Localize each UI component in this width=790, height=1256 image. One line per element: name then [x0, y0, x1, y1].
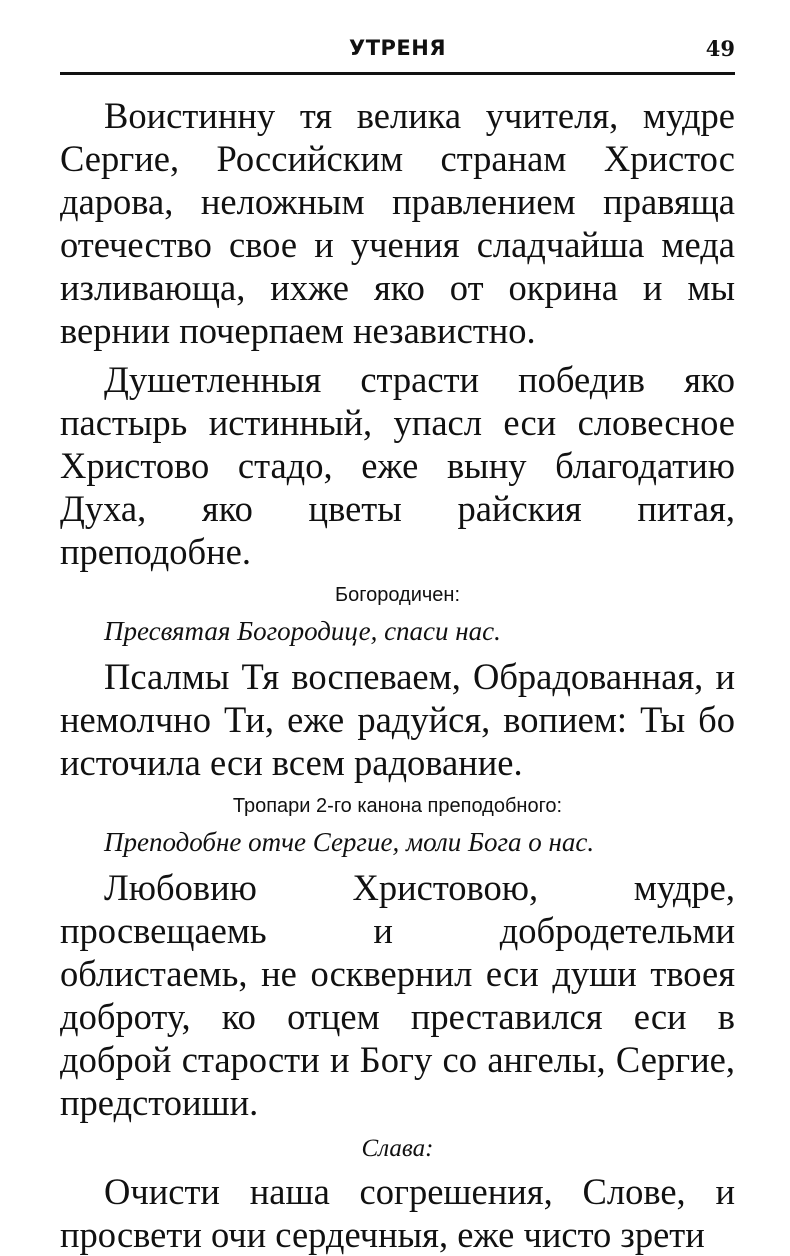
rubric-glory: Слава:: [361, 1135, 434, 1162]
troparion-4: Очисти наша согрешения, Слове, и просвети очи сердечныя, еже чисто зрети: [60, 1171, 735, 1255]
troparion-2: Душетленныя страсти победив яко пастырь истинный, упасл еси словесное Христово стадо, еже выну благодатию Духа, яко цветы райския питая, преподобне.: [60, 359, 735, 572]
rubric-troparia-canon-2: Тропари 2-го канона преподобного:: [232, 795, 563, 817]
page-body: [60, 94, 735, 1256]
refrain-theotokos: Пресвятая Богородице, спаси нас.: [104, 616, 501, 646]
troparion-1: Воистинну тя велика учителя, мудре Сергие, Российским странам Христос дарова, неложным правлением правяща отечество свое и учения сладчайша меда изливающа, ихже яко от окрина и мы вернии почерпаем независтно.: [60, 95, 735, 351]
refrain-sergius: Преподобне отче Сергие, моли Бога о нас.: [104, 827, 595, 857]
rubric-theotokion: Богородичен:: [334, 584, 461, 606]
troparion-3: Любовию Христовою, мудре, просвещаемь и добродетельми облистаемь, не осквернил еси души твоея доброту, ко отцем преставился еси в доброй старости и Богу со ангелы, Сергие, предстоиши.: [60, 867, 735, 1123]
running-title: УТРЕНЯ: [349, 36, 446, 60]
page-number: 49: [705, 36, 735, 61]
theotokion-text: Псалмы Тя воспеваем, Обрадованная, и немолчно Ти, еже радуйся, вопием: Ты бо источила еси всем радование.: [60, 656, 735, 783]
page-header: [60, 32, 735, 75]
